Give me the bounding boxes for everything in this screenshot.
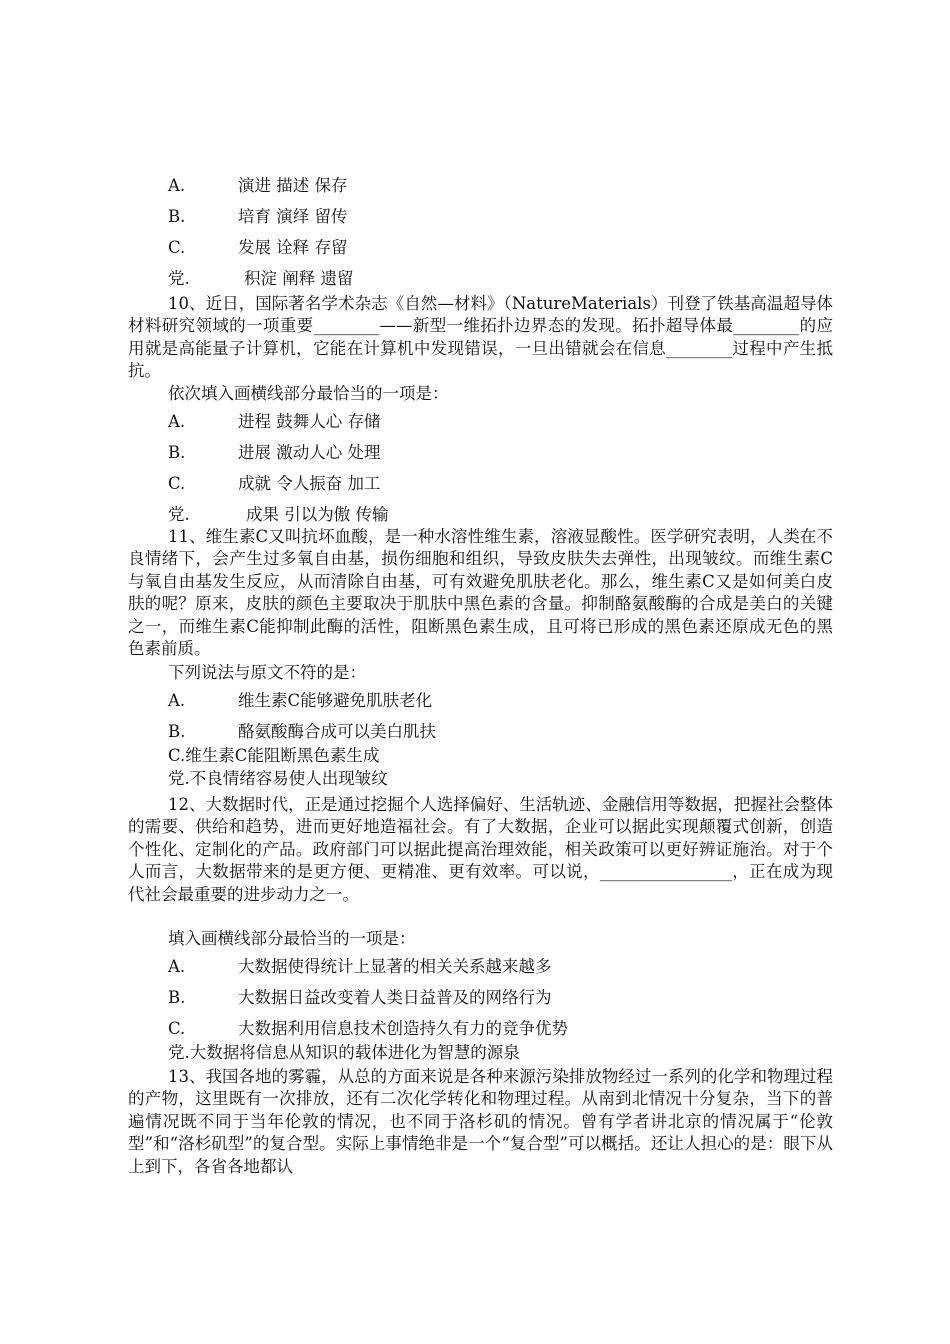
q13-body: 13、我国各地的雾霾，从总的方面来说是各种来源污染排放物经过一系列的化学和物理过程的产物，这里既有一次排放，还有二次化学转化和物理过程。从南到北情况十分复杂，当下的普遍情况既不同于当年伦敦的情况，也不同于洛杉矶的情况。曾有学者讲北京的情况属于“伦敦型”和“洛杉矶型”的复合型。实际上事情绝非是一个“复合型”可以概括。还让人担心的是：眼下从上到下，各省各地都认 bbox=[128, 1067, 833, 1176]
option-label: C. bbox=[168, 238, 186, 257]
option-text: 大数据日益改变着人类日益普及的网络行为 bbox=[238, 988, 552, 1007]
option-text: 大数据使得统计上显著的相关关系越来越多 bbox=[238, 957, 552, 976]
q10-prompt: 依次填入画横线部分最恰当的一项是： bbox=[168, 384, 449, 403]
q12-option-d: 党.大数据将信息从知识的载体进化为智慧的源泉 bbox=[168, 1043, 520, 1062]
q10-option-c bbox=[0, 473, 381, 495]
option-label: B. bbox=[168, 207, 186, 226]
option-text: 大数据利用信息技术创造持久有力的竞争优势 bbox=[238, 1019, 568, 1038]
q12-option-b bbox=[0, 987, 552, 1009]
q11-option-d: 党.不良情绪容易使人出现皱纹 bbox=[168, 769, 388, 788]
q12-option-c bbox=[0, 1018, 568, 1040]
q11-body: 11、维生素C又叫抗坏血酸，是一种水溶性维生素，溶液显酸性。医学研究表明，人类在不良情绪下，会产生过多氧自由基，损伤细胞和组织，导致皮肤失去弹性，出现皱纹。而维生素C与氧自由基发生反应，从而清除自由基，可有效避免肌肤老化。那么，维生素C又是如何美白皮肤的呢？原来，皮肤的颜色主要取决于肌肤中黑色素的含量。抑制酪氨酸酶的合成是美白的关键之一，而维生素C能抑制此酶的活性，阻断黑色素生成，且可将已形成的黑色素还原成无色的黑色素前质。 bbox=[128, 527, 833, 659]
option-text: 成就 令人振奋 加工 bbox=[238, 474, 381, 493]
q9-option-a bbox=[0, 175, 348, 197]
option-label: A. bbox=[168, 176, 186, 195]
option-label: B. bbox=[168, 988, 186, 1007]
q12-prompt: 填入画横线部分最恰当的一项是： bbox=[168, 929, 416, 948]
option-text: 进程 鼓舞人心 存储 bbox=[238, 412, 381, 431]
option-label: 党. bbox=[168, 269, 190, 288]
option-label: A. bbox=[168, 957, 186, 976]
q9-option-c bbox=[0, 237, 348, 259]
q10-option-a bbox=[0, 411, 381, 433]
option-text: 成果 引以为傲 传输 bbox=[246, 505, 389, 524]
option-text: 发展 诠释 存留 bbox=[238, 238, 348, 257]
option-label: 党. bbox=[168, 505, 190, 524]
option-text: 积淀 阐释 遗留 bbox=[244, 269, 354, 288]
option-text: 酪氨酸酶合成可以美白肌扶 bbox=[238, 722, 436, 741]
option-label: C. bbox=[168, 474, 186, 493]
option-text: 培育 演绎 留传 bbox=[238, 207, 348, 226]
q9-option-d bbox=[0, 268, 354, 290]
q9-option-b bbox=[0, 206, 348, 228]
q10-option-b bbox=[0, 442, 381, 464]
q11-option-a bbox=[0, 690, 432, 712]
option-text: 维生素C能够避免肌肤老化 bbox=[238, 691, 433, 710]
q12-body: 12、大数据时代，正是通过挖掘个人选择偏好、生活轨迹、金融信用等数据，把握社会整体的需要、供给和趋势，进而更好地造福社会。有了大数据，企业可以据此实现颠覆式创新，创造个性化、定制化的产品。政府部门可以据此提高治理效能，相关政策可以更好辨证施治。对于个人而言，大数据带来的是更方便、更精准、更有效率。可以说，________________，正在成为现代社会最重要的进步动力之一。 bbox=[128, 795, 833, 904]
q11-option-b bbox=[0, 721, 436, 743]
option-label: B. bbox=[168, 443, 186, 462]
q11-option-c: C.维生素C能阻断黑色素生成 bbox=[168, 746, 380, 765]
option-text: 进展 激动人心 处理 bbox=[238, 443, 381, 462]
option-label: B. bbox=[168, 722, 186, 741]
option-label: A. bbox=[168, 412, 186, 431]
q10-body: 10、近日，国际著名学术杂志《自然—材料》（NatureMaterials）刊登了铁基高温超导体材料研究领域的一项重要________——新型一维拓扑边界态的发现。拓扑超导体最________的应用就是高能量子计算机，它能在计算机中发现错误，一旦出错就会在信息________过程中产生抵抗。 bbox=[128, 294, 833, 381]
option-text: 演进 描述 保存 bbox=[238, 176, 348, 195]
option-label: A. bbox=[168, 691, 186, 710]
option-label: C. bbox=[168, 1019, 186, 1038]
q12-option-a bbox=[0, 956, 552, 978]
q10-option-d bbox=[0, 504, 389, 526]
q11-prompt: 下列说法与原文不符的是： bbox=[168, 663, 366, 682]
